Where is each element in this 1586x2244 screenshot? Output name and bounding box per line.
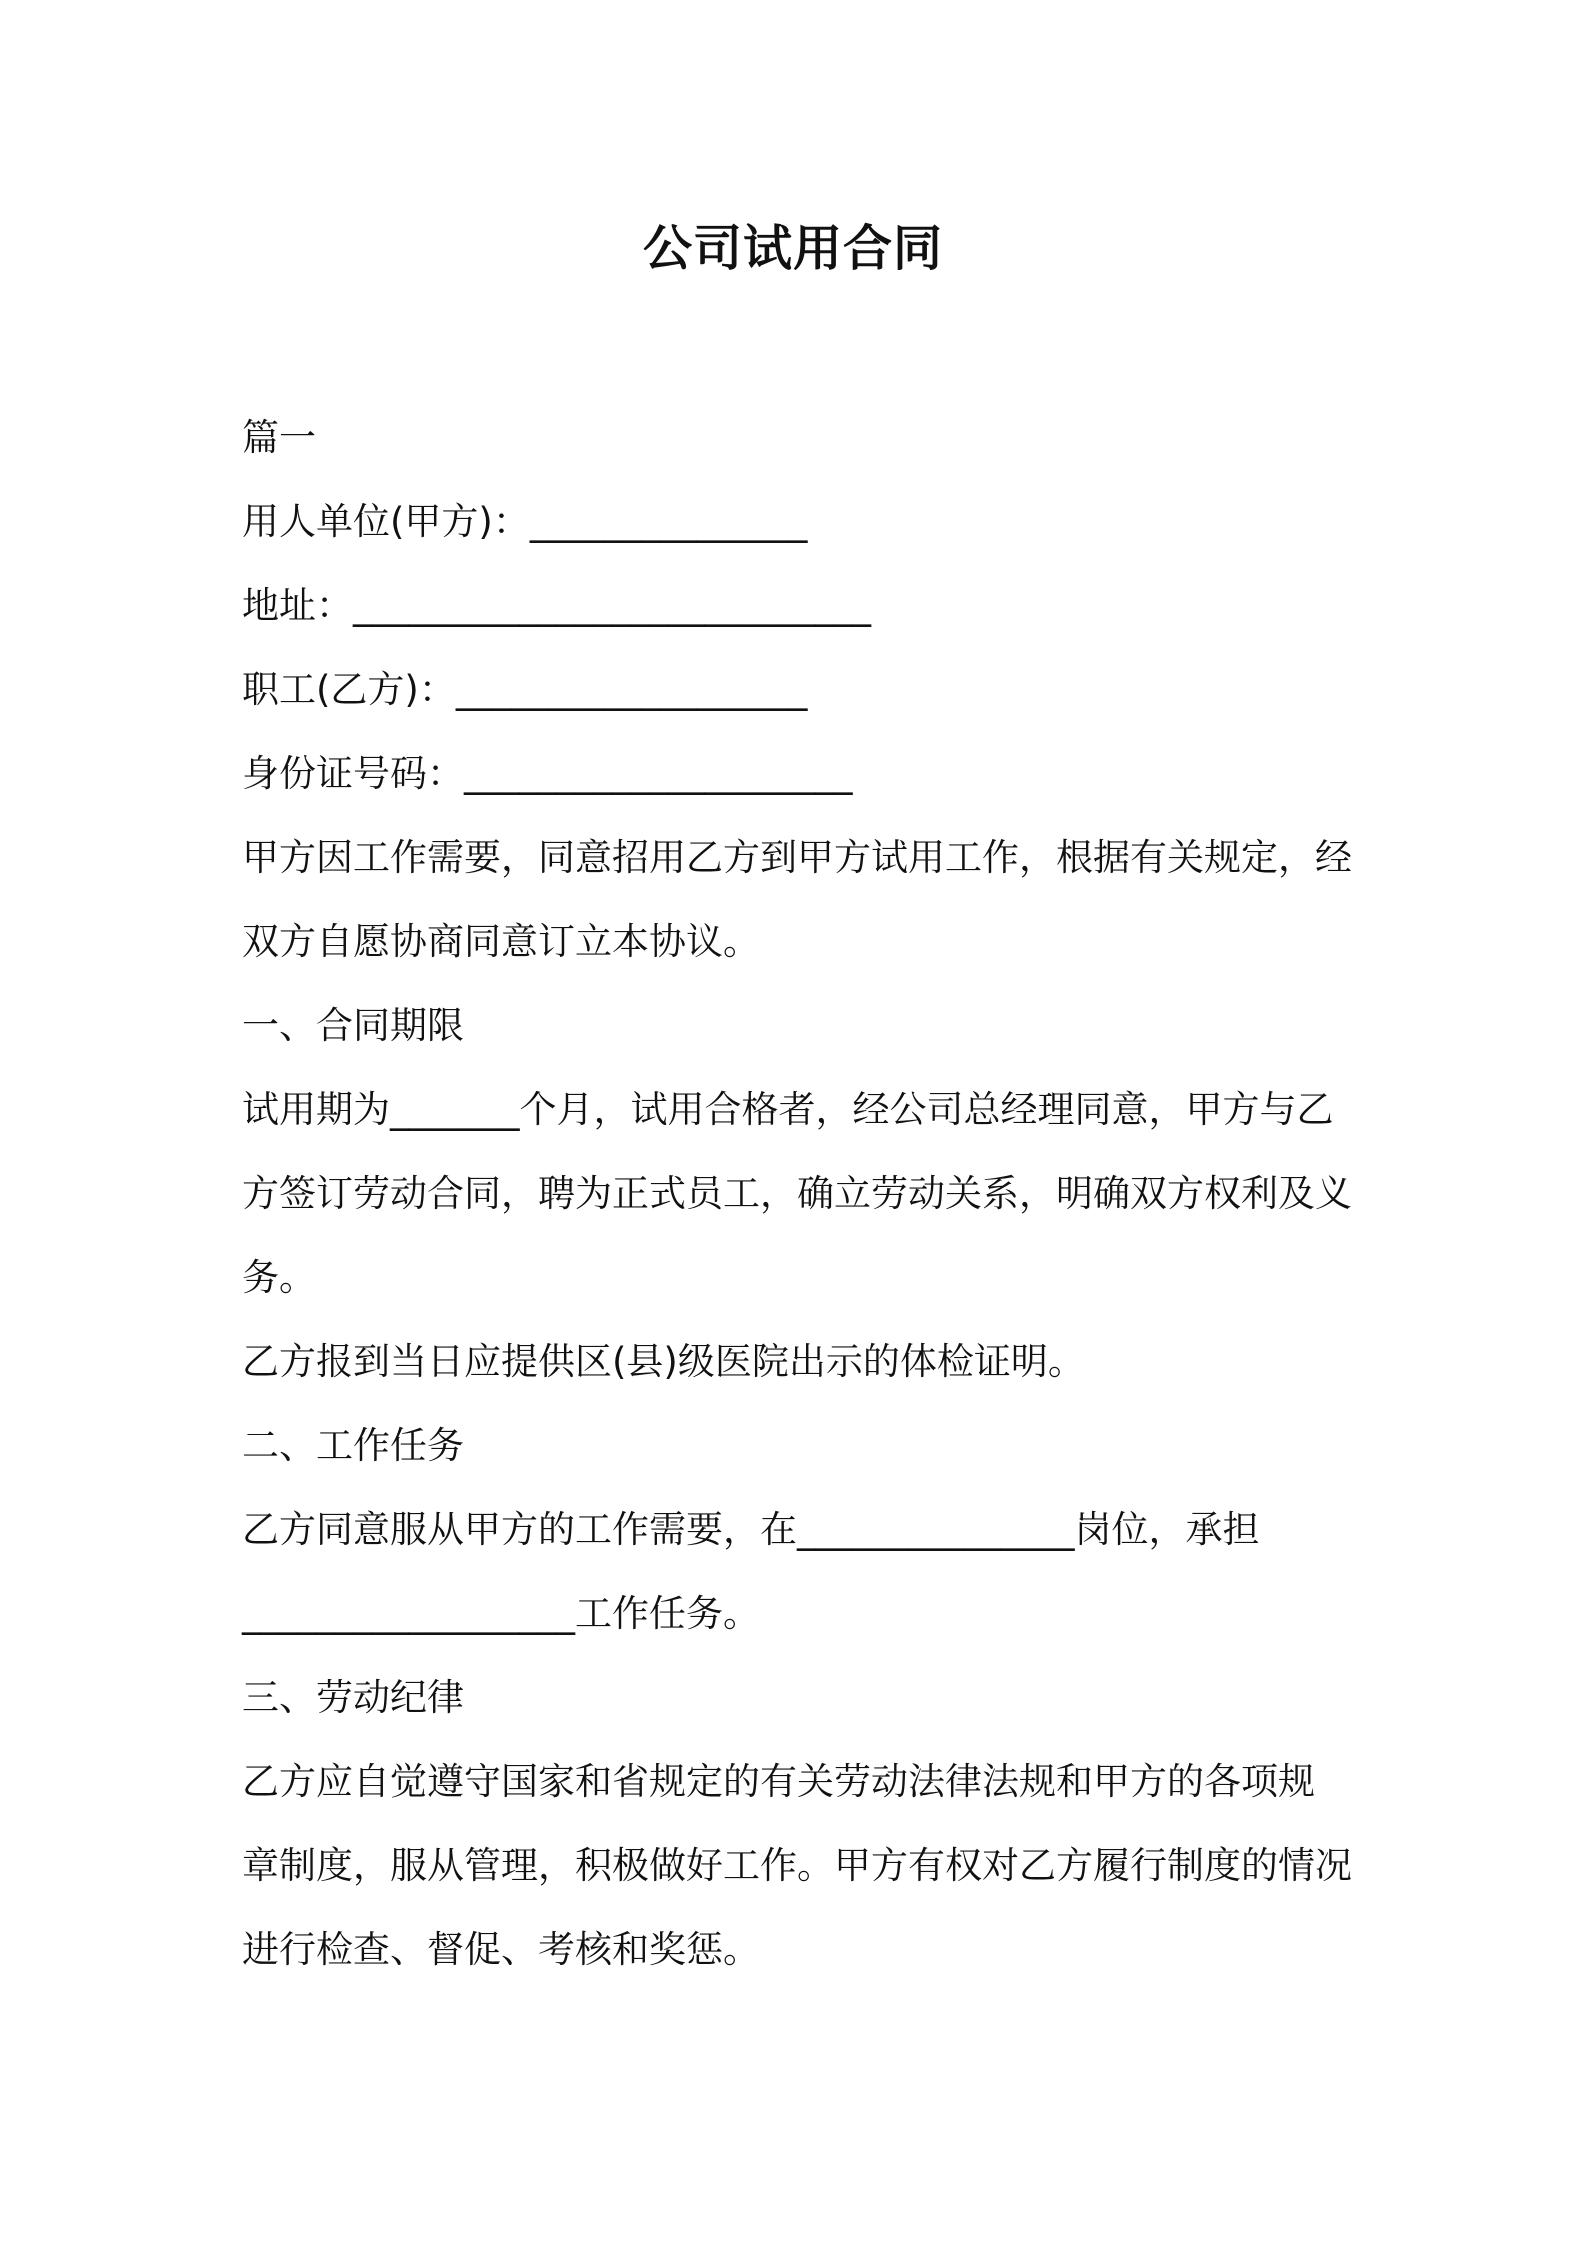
section-text-line: 乙方报到当日应提供区(县)级医院出示的体检证明。 xyxy=(242,1340,1085,1383)
section-text-line: 试用期为_______个月，试用合格者，经公司总经理同意，甲方与乙 xyxy=(242,1088,1334,1131)
intro-paragraph-line: 双方自愿协商同意订立本协议。 xyxy=(242,920,760,963)
document-title: 公司试用合同 xyxy=(642,220,943,277)
section-heading-duties: 二、工作任务 xyxy=(242,1424,464,1467)
section-label: 篇一 xyxy=(242,416,316,459)
employee-field: 职工(乙方)：___________________ xyxy=(242,668,808,711)
section-text-line: 乙方同意服从甲方的工作需要，在_______________岗位，承担 xyxy=(242,1508,1260,1551)
address-field: 地址：____________________________ xyxy=(242,584,871,627)
section-text-line: 进行检查、督促、考核和奖惩。 xyxy=(242,1928,760,1971)
intro-paragraph-line: 甲方因工作需要，同意招用乙方到甲方试用工作，根据有关规定，经 xyxy=(242,836,1352,879)
section-heading-discipline: 三、劳动纪律 xyxy=(242,1676,464,1719)
employer-field: 用人单位(甲方)：_______________ xyxy=(242,500,808,543)
section-text-line: 方签订劳动合同，聘为正式员工，确立劳动关系，明确双方权利及义 xyxy=(242,1172,1352,1215)
section-text-line: 章制度，服从管理，积极做好工作。甲方有权对乙方履行制度的情况 xyxy=(242,1844,1352,1887)
id-number-field: 身份证号码：_____________________ xyxy=(242,752,853,795)
section-text-line: 务。 xyxy=(242,1256,316,1299)
section-text-line: __________________工作任务。 xyxy=(242,1592,760,1635)
section-heading-term: 一、合同期限 xyxy=(242,1004,464,1047)
section-text-line: 乙方应自觉遵守国家和省规定的有关劳动法律法规和甲方的各项规 xyxy=(242,1760,1315,1803)
